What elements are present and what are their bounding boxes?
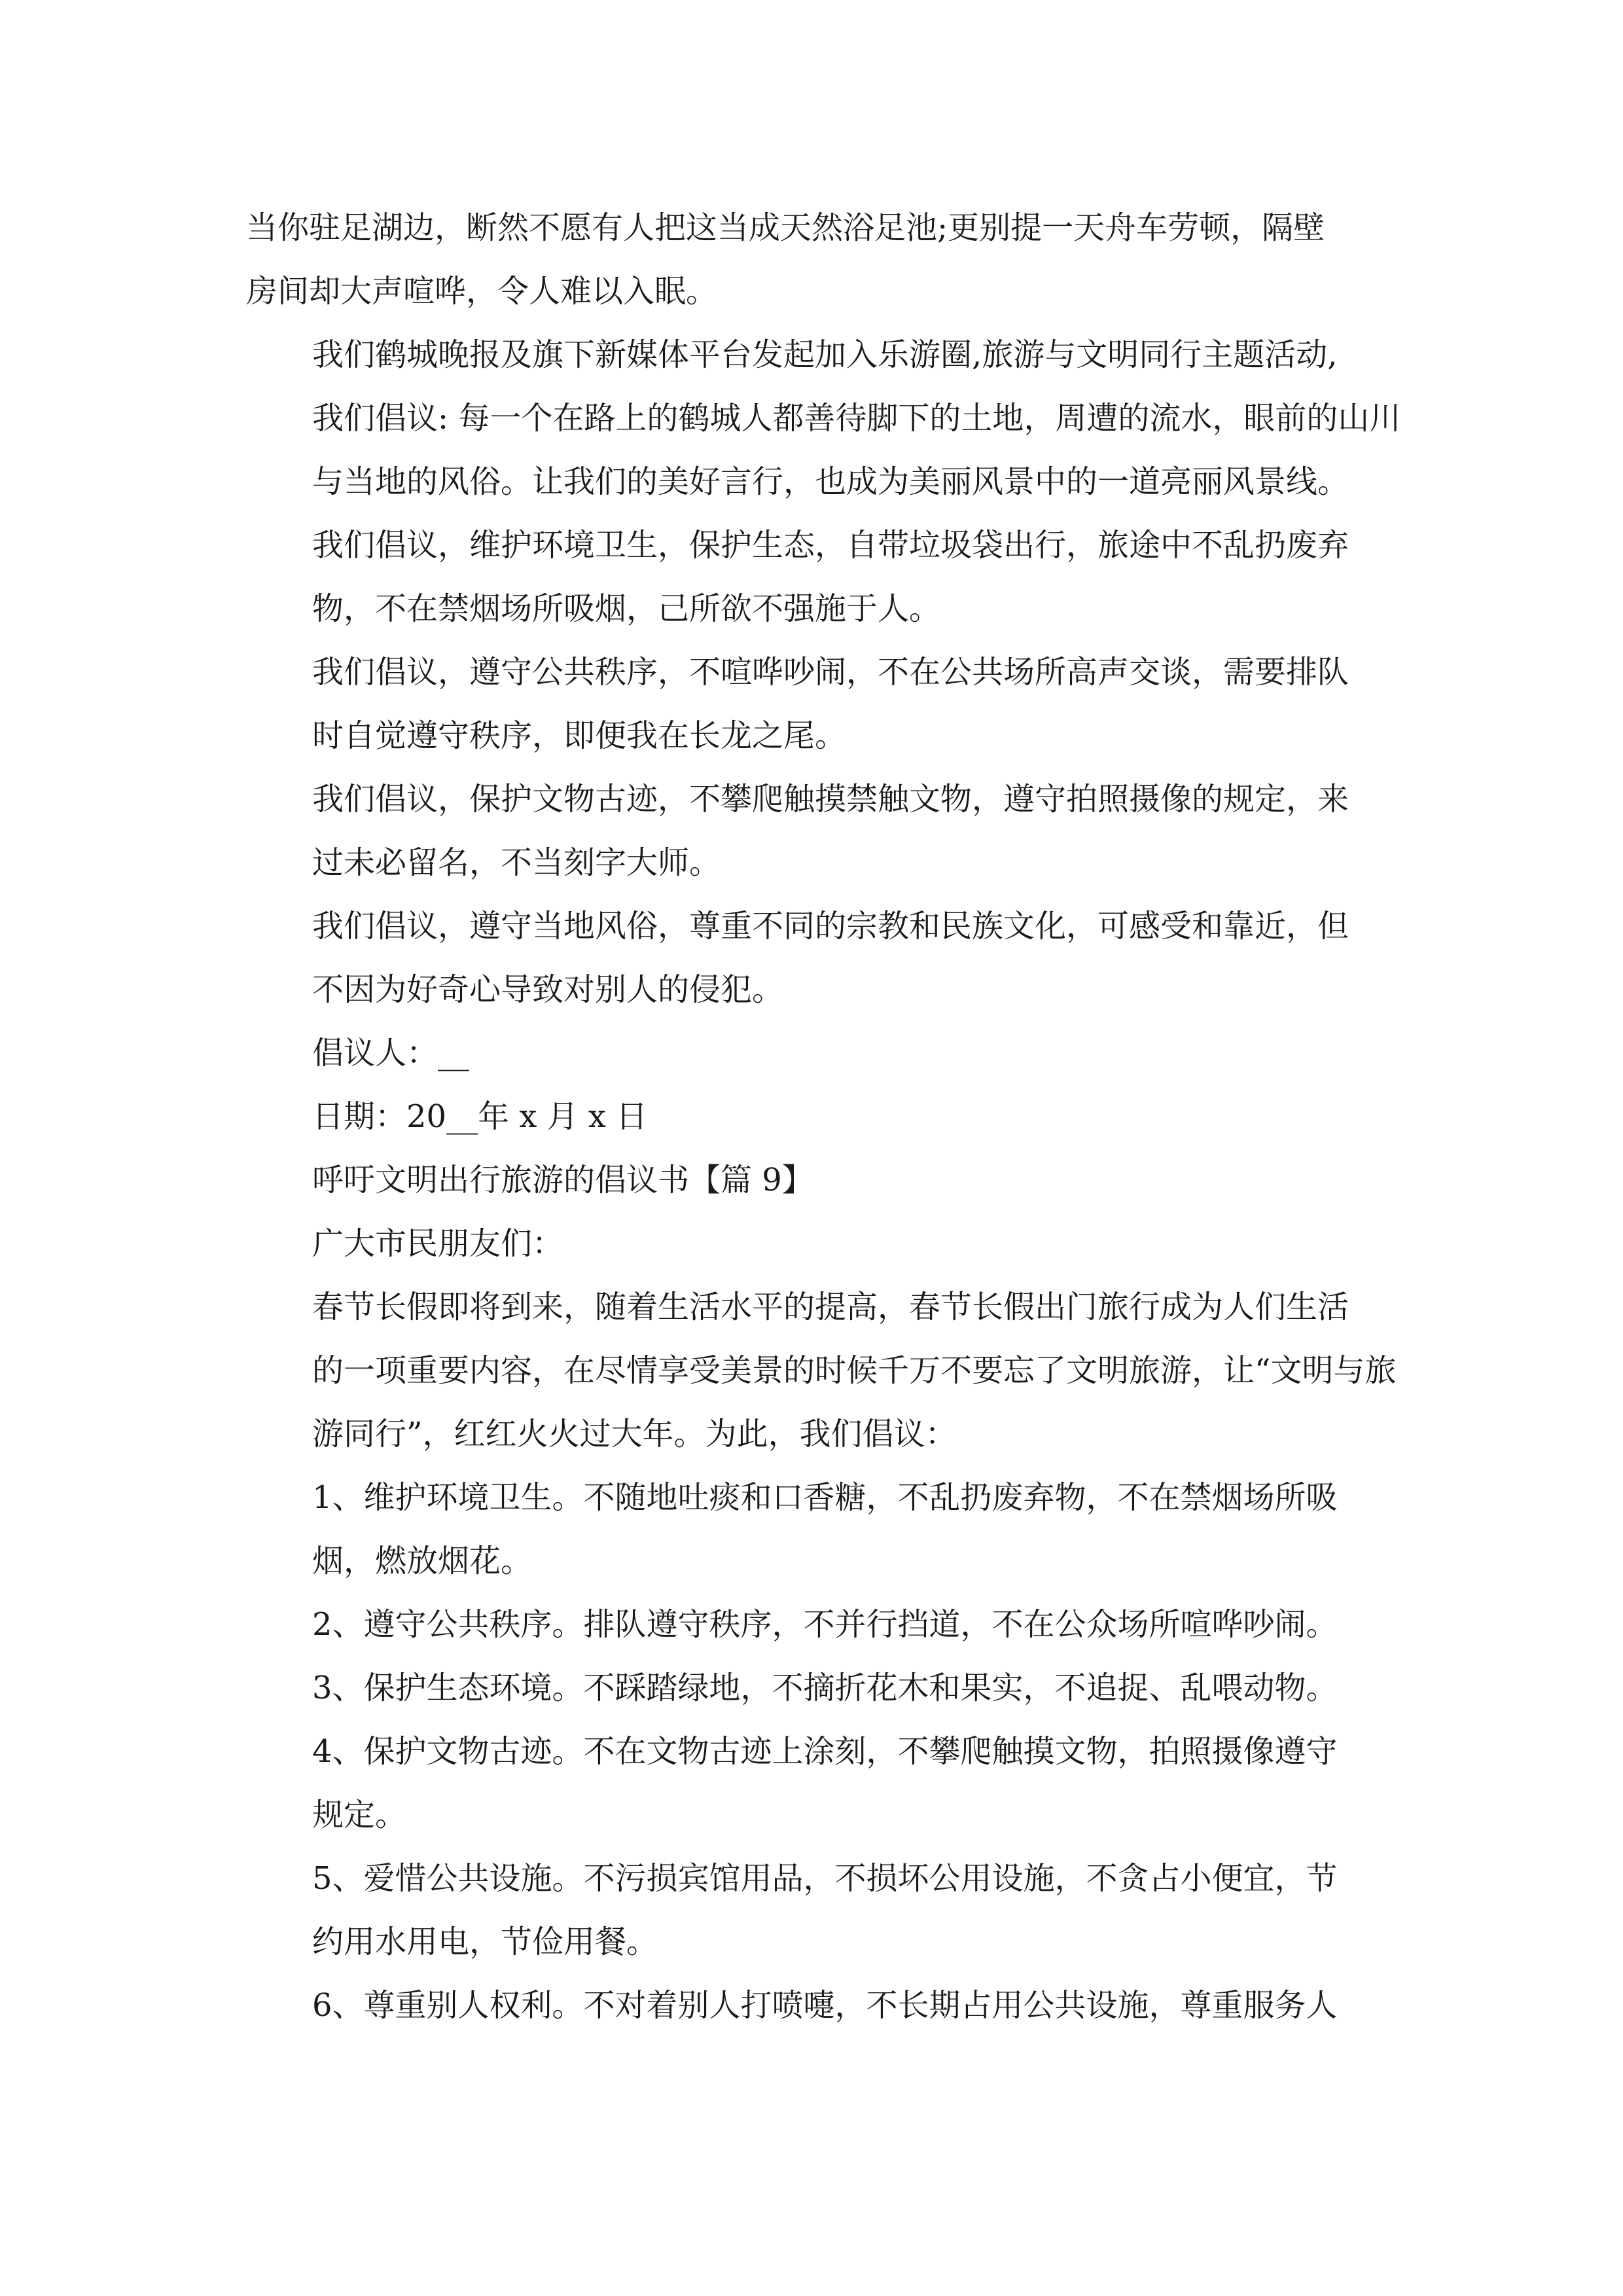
- text-line: 时自觉遵守秩序，即便我在长龙之尾。: [312, 717, 847, 754]
- text-line: 4、保护文物古迹。不在文物古迹上涂刻，不攀爬触摸文物，拍照摄像遵守: [312, 1733, 1338, 1770]
- text-line: 物，不在禁烟场所吸烟，己所欲不强施于人。: [312, 590, 941, 627]
- text-line: 与当地的风俗。让我们的美好言行，也成为美丽风景中的一道亮丽风景线。: [312, 463, 1349, 500]
- text-line: 约用水用电，节俭用餐。: [312, 1924, 658, 1960]
- text-line: 2、遵守公共秩序。排队遵守秩序，不并行挡道，不在公众场所喧哗吵闹。: [312, 1606, 1338, 1643]
- paragraph: [246, 1466, 1385, 1593]
- text-line: 规定。: [312, 1797, 407, 1833]
- paragraph: [246, 196, 1385, 323]
- text-line: 烟，燃放烟花。: [312, 1543, 533, 1579]
- paragraph: [246, 1022, 1385, 1085]
- text-line: 过未必留名，不当刻字大师。: [312, 844, 721, 881]
- text-line: 3、保护生态环境。不踩踏绿地，不摘折花木和果实，不追捉、乱喂动物。: [312, 1670, 1338, 1706]
- paragraph: [246, 768, 1385, 895]
- text-line: 房间却大声喧哗，令人难以入眠。: [246, 273, 718, 310]
- paragraph: [246, 1974, 1385, 2037]
- text-line: 的一项重要内容，在尽情享受美景的时候千万不要忘了文明旅游，让“文明与旅: [312, 1352, 1397, 1389]
- paragraph: [246, 1720, 1385, 1847]
- text-line: 游同行”，红红火火过大年。为此，我们倡议：: [312, 1416, 957, 1452]
- text-line: 5、爱惜公共设施。不污损宾馆用品，不损坏公用设施，不贪占小便宜，节: [312, 1860, 1338, 1897]
- paragraph: [246, 514, 1385, 641]
- paragraph: [246, 1276, 1397, 1466]
- text-line: 日期：20__年 x 月 x 日: [312, 1098, 648, 1135]
- paragraph: [246, 895, 1385, 1022]
- paragraph: [246, 1149, 1385, 1212]
- text-line: 1、维护环境卫生。不随地吐痰和口香糖，不乱扔废弃物，不在禁烟场所吸: [312, 1479, 1338, 1516]
- text-line: 我们鹤城晚报及旗下新媒体平台发起加入乐游圈,旅游与文明同行主题活动,: [312, 336, 1338, 373]
- text-line: 广大市民朋友们：: [312, 1225, 564, 1262]
- text-line: 我们倡议，遵守当地风俗，尊重不同的宗教和民族文化，可感受和靠近，但: [312, 908, 1349, 944]
- paragraph: [246, 1593, 1385, 1657]
- text-line: 春节长假即将到来，随着生活水平的提高，春节长假出门旅行成为人们生活: [312, 1289, 1349, 1325]
- paragraph: [246, 323, 1401, 514]
- text-line: 不因为好奇心导致对别人的侵犯。: [312, 971, 784, 1008]
- paragraph: [246, 1212, 1385, 1276]
- paragraph: [246, 641, 1385, 768]
- text-line: 我们倡议，维护环境卫生，保护生态，自带垃圾袋出行，旅途中不乱扔废弃: [312, 527, 1349, 564]
- text-line: 倡议人：__: [312, 1035, 470, 1071]
- text-line: 当你驻足湖边，断然不愿有人把这当成天然浴足池;更别提一天舟车劳顿，隔壁: [246, 209, 1325, 246]
- text-line: 我们倡议: 每一个在路上的鹤城人都善待脚下的土地，周遭的流水，眼前的山川: [312, 400, 1401, 437]
- paragraph: [246, 1847, 1385, 1974]
- text-line: 我们倡议，遵守公共秩序，不喧哗吵闹，不在公共场所高声交谈，需要排队: [312, 654, 1349, 691]
- paragraph: [246, 1085, 1385, 1149]
- text-line: 呼吁文明出行旅游的倡议书【篇 9】: [312, 1162, 813, 1198]
- text-line: 6、尊重别人权利。不对着别人打喷嚏，不长期占用公共设施，尊重服务人: [312, 1987, 1338, 2024]
- text-line: 我们倡议，保护文物古迹，不攀爬触摸禁触文物，遵守拍照摄像的规定，来: [312, 781, 1349, 817]
- document-body: [246, 196, 1401, 2037]
- paragraph: [246, 1657, 1385, 1720]
